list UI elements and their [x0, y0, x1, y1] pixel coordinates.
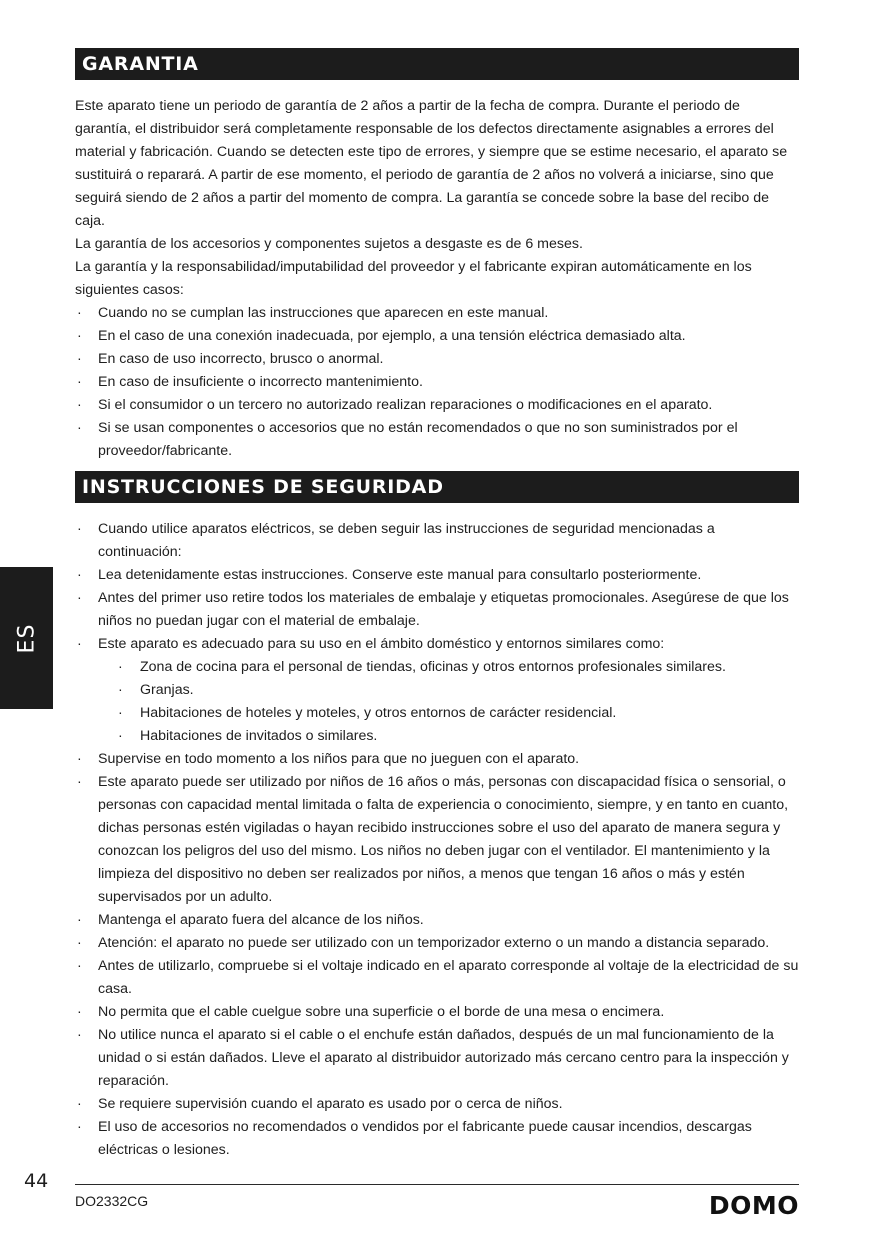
list-item: · Cuando no se cumplan las instrucciones que aparecen en este manual. — [75, 302, 799, 325]
seguridad-heading: INSTRUCCIONES DE SEGURIDAD — [75, 471, 799, 503]
list-item: · Antes del primer uso retire todos los materiales de embalaje y etiquetas promocionales. Asegúrese de que los niños no puedan jugar con el material de embalaje. — [75, 587, 799, 633]
paragraph: La garantía y la responsabilidad/imputabilidad del proveedor y el fabricante expiran automáticamente en los siguientes casos: — [75, 259, 752, 298]
sub-list-item: · Habitaciones de invitados o similares. — [75, 725, 799, 748]
brand-logo: DOMO — [708, 1191, 799, 1220]
footer-divider — [75, 1184, 799, 1185]
list-item: · Antes de utilizarlo, compruebe si el voltaje indicado en el aparato corresponde al voltaje de la electricidad de su casa. — [75, 955, 799, 1001]
list-item: · No utilice nunca el aparato si el cable o el enchufe están dañados, después de un mal funcionamiento de la unidad o si están dañados. Lleve el aparato al distribuidor autorizado más cercano centro para la inspección y reparación. — [75, 1024, 799, 1093]
list-item: · Si el consumidor o un tercero no autorizado realizan reparaciones o modificaciones en el aparato. — [75, 394, 799, 417]
list-item: · Atención: el aparato no puede ser utilizado con un temporizador externo o un mando a distancia separado. — [75, 932, 799, 955]
list-item: · En el caso de una conexión inadecuada, por ejemplo, a una tensión eléctrica demasiado alta. — [75, 325, 799, 348]
list-item: · Este aparato puede ser utilizado por niños de 16 años o más, personas con discapacidad física o sensorial, o personas con capacidad mental limitada o falta de experiencia o conocimiento, siempre, y en tanto en cuanto, dichas personas estén vigiladas o hayan recibido instrucciones sobre el uso del aparato de manera segura y conozcan los peligros del uso del mismo. Los niños no deben jugar con el ventilador. El mantenimiento y la limpieza del dispositivo no deben ser realizados por niños, a menos que tengan 16 años o más y estén supervisados por un adulto. — [75, 771, 799, 909]
list-item: · En caso de insuficiente o incorrecto mantenimiento. — [75, 371, 799, 394]
list-item: · Cuando utilice aparatos eléctricos, se deben seguir las instrucciones de seguridad mencionadas a continuación: — [75, 518, 799, 564]
garantia-heading: GARANTIA — [75, 48, 799, 80]
seguridad-body — [75, 518, 799, 1162]
list-item: · Este aparato es adecuado para su uso en el ámbito doméstico y entornos similares como: — [75, 633, 799, 656]
list-item: · En caso de uso incorrecto, brusco o anormal. — [75, 348, 799, 371]
paragraph: Este aparato tiene un periodo de garantía de 2 años a partir de la fecha de compra. Durante el periodo de garantía, el distribuidor será completamente responsable de los defectos directamente asignables a errores del material y fabricación. Cuando se detecten este tipo de errores, y siempre que se estime necesario, el aparato se sustituirá o reparará. A partir de ese momento, el periodo de garantía de 2 años no volverá a iniciarse, sino que seguirá siendo de 2 años a partir del momento de compra. La garantía se concede sobre la base del recibo de caja. — [75, 98, 788, 229]
sub-list-item: · Habitaciones de hoteles y moteles, y otros entornos de carácter residencial. — [75, 702, 799, 725]
language-label: ES — [14, 623, 39, 653]
list-item: · Mantenga el aparato fuera del alcance de los niños. — [75, 909, 799, 932]
list-item: · Lea detenidamente estas instrucciones. Conserve este manual para consultarlo posteriormente. — [75, 564, 799, 587]
language-tab — [0, 567, 53, 709]
page-number: 44 — [24, 1170, 49, 1192]
list-item: · Si se usan componentes o accesorios que no están recomendados o que no son suministrados por el proveedor/fabricante. — [75, 417, 799, 463]
model-number: DO2332CG — [75, 1193, 149, 1209]
sub-list-item: · Granjas. — [75, 679, 799, 702]
garantia-body — [75, 95, 799, 463]
paragraph: La garantía de los accesorios y componentes sujetos a desgaste es de 6 meses. — [75, 236, 583, 252]
list-item: · Se requiere supervisión cuando el aparato es usado por o cerca de niños. — [75, 1093, 799, 1116]
list-item: · El uso de accesorios no recomendados o vendidos por el fabricante puede causar incendios, descargas eléctricas o lesiones. — [75, 1116, 799, 1162]
list-item: · No permita que el cable cuelgue sobre una superficie o el borde de una mesa o encimera. — [75, 1001, 799, 1024]
sub-list-item: · Zona de cocina para el personal de tiendas, oficinas y otros entornos profesionales similares. — [75, 656, 799, 679]
list-item: · Supervise en todo momento a los niños para que no jueguen con el aparato. — [75, 748, 799, 771]
